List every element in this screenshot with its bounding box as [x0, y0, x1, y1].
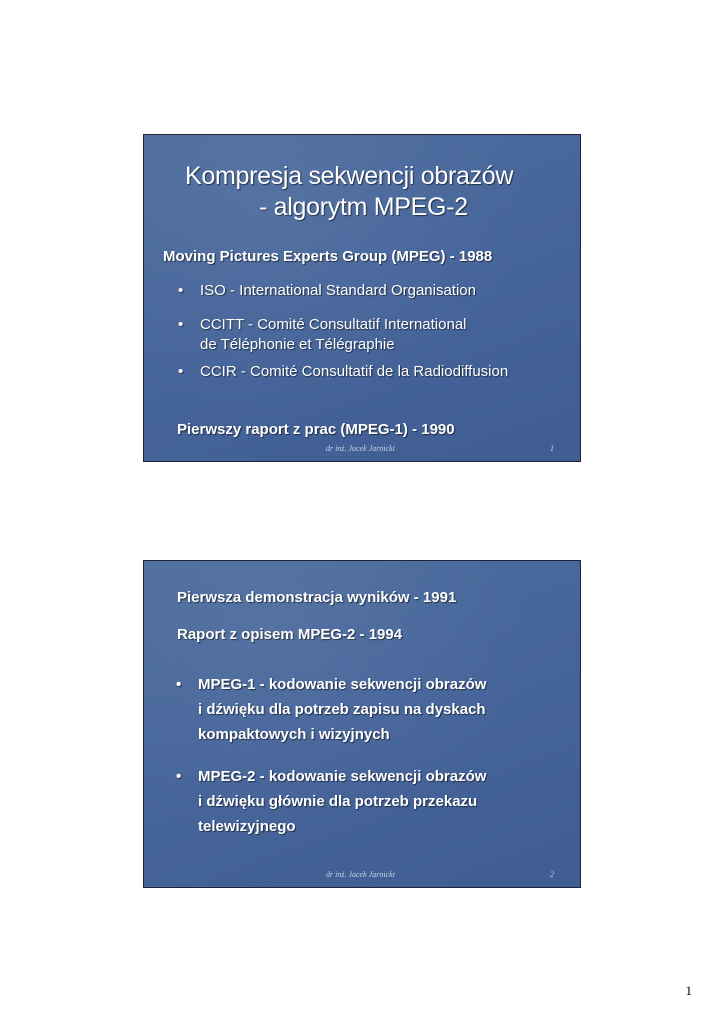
first-report-heading: Pierwszy raport z prac (MPEG-1) - 1990 — [177, 421, 455, 438]
bullet-item-mpeg2 — [176, 764, 487, 839]
slide-2 — [143, 560, 581, 888]
bullet-text-line-2: de Téléphonie et Télégraphie — [200, 336, 395, 353]
bullet-text-line-3: kompaktowych i wizyjnych — [198, 726, 390, 743]
bullet-icon: • — [176, 768, 182, 785]
first-demo-heading: Pierwsza demonstracja wyników - 1991 — [177, 589, 457, 606]
bullet-text: ISO - International Standard Organisation — [200, 282, 476, 299]
slide-title-line-1: Kompresja sekwencji obrazów — [185, 162, 514, 190]
bullet-text: CCIR - Comité Consultatif de la Radiodiffusion — [200, 363, 509, 380]
bullet-icon: • — [176, 676, 182, 693]
bullet-item-mpeg1 — [176, 672, 487, 747]
mpeg-founding-heading: Moving Pictures Experts Group (MPEG) - 1988 — [163, 248, 493, 265]
slide-number: 1 — [550, 444, 554, 453]
bullet-item-iso — [178, 280, 476, 302]
bullet-text-line-3: telewizyjnego — [198, 818, 296, 835]
bullet-text-line-1: MPEG-2 - kodowanie sekwencji obrazów — [198, 768, 487, 785]
bullet-text-line-2: i dźwięku dla potrzeb zapisu na dyskach — [198, 701, 486, 718]
page-number: 1 — [685, 983, 692, 998]
slide-number: 2 — [550, 870, 554, 879]
bullet-text-line-1: MPEG-1 - kodowanie sekwencji obrazów — [198, 676, 487, 693]
bullet-icon: • — [178, 282, 184, 299]
author-label: dr inż. Jacek Jarnicki — [326, 870, 395, 879]
bullet-icon: • — [178, 316, 184, 333]
bullet-text-line-1: CCITT - Comité Consultatif International — [200, 316, 467, 333]
author-label: dr inż. Jacek Jarnicki — [326, 444, 395, 453]
bullet-icon: • — [178, 363, 184, 380]
slide-title-line-2: - algorytm MPEG-2 — [259, 193, 468, 221]
slide-1 — [143, 134, 581, 462]
bullet-item-ccir — [178, 361, 509, 383]
mpeg2-report-heading: Raport z opisem MPEG-2 - 1994 — [177, 626, 403, 643]
bullet-item-ccitt — [178, 314, 467, 356]
bullet-text-line-2: i dźwięku głównie dla potrzeb przekazu — [198, 793, 478, 810]
